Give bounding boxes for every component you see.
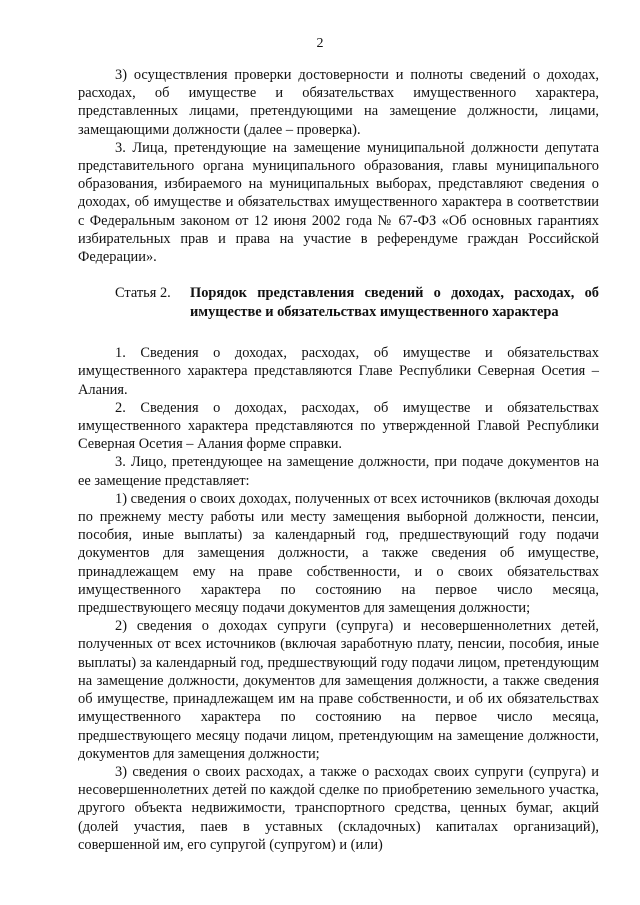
paragraph-point-1: 1. Сведения о доходах, расходах, об имуществе и обязательствах имущественного характера представляются Главе Республики Северная Осетия – Алания. bbox=[78, 345, 599, 398]
article-heading bbox=[78, 284, 599, 322]
document-body bbox=[78, 66, 599, 854]
paragraph-point-3: 3. Лицо, претендующее на замещение должности, при подаче документов на ее замещение представляет: bbox=[78, 454, 599, 489]
paragraph-point-2: 2. Сведения о доходах, расходах, об имуществе и обязательствах имущественного характера представляются по утвержденной Главой Республики Северная Осетия – Алания форме справки. bbox=[78, 399, 599, 453]
article-label: Статья 2. bbox=[115, 285, 171, 302]
paragraph-subitem-1: 1) сведения о своих доходах, полученных от всех источников (включая доходы по прежнему месту работы или месту замещения выборной должности, пенсии, пособия, иные выплаты) за календарный год, предшествующий году подачи документов для замещения должности, а также сведения об имуществе, принадлежащем ему на праве собственности, и о своих обязательствах имущественного характера по состоянию на первое число месяца, предшествующего месяцу подачи документов для замещения должности; bbox=[78, 490, 599, 617]
paragraph-item-3-verification: 3) осуществления проверки достоверности и полноты сведений о доходах, расходах, об имуществе и обязательствах имущественного характера, представленных лицами, претендующими на замещение должности, лицами, замещающими должности (далее – проверка). bbox=[78, 67, 599, 138]
article-title: Порядок представления сведений о доходах, расходах, об имуществе и обязательствах имущественного характера bbox=[190, 285, 599, 321]
paragraph-subitem-3: 3) сведения о своих расходах, а также о расходах своих супруги (супруга) и несовершеннолетних детей по каждой сделке по приобретению земельного участка, другого объекта недвижимости, транспортного средства, ценных бумаг, акций (долей участия, паев в уставных (складочных) капиталах организаций), совершенной им, его супругой (супругом) и (или) bbox=[78, 763, 599, 853]
paragraph-point-3-candidates: 3. Лица, претендующие на замещение муниципальной должности депутата представительного органа муниципального образования, главы муниципального образования, избираемого на муниципальных выборах, представляют сведения о доходах, об имуществе и обязательствах имущественного характера в соответствии с Федеральным законом от 12 июня 2002 года № 67-ФЗ «Об основных гарантиях избирательных прав и права на участие в референдуме граждан Российской Федерации». bbox=[78, 139, 599, 266]
paragraph-subitem-2: 2) сведения о доходах супруги (супруга) и несовершеннолетних детей, полученных от всех источников (включая заработную плату, пенсии, пособия, иные выплаты) за календарный год, предшествующий году подачи лицом, претендующим на замещение должности, документов для замещения должности, а также сведения об имуществе, принадлежащем им на праве собственности, и об их обязательствах имущественного характера по состоянию на первое число месяца, предшествующего месяцу подачи лицом, претендующим на замещение должности, документов для замещения должности; bbox=[78, 618, 599, 762]
page-number: 2 bbox=[316, 36, 324, 51]
